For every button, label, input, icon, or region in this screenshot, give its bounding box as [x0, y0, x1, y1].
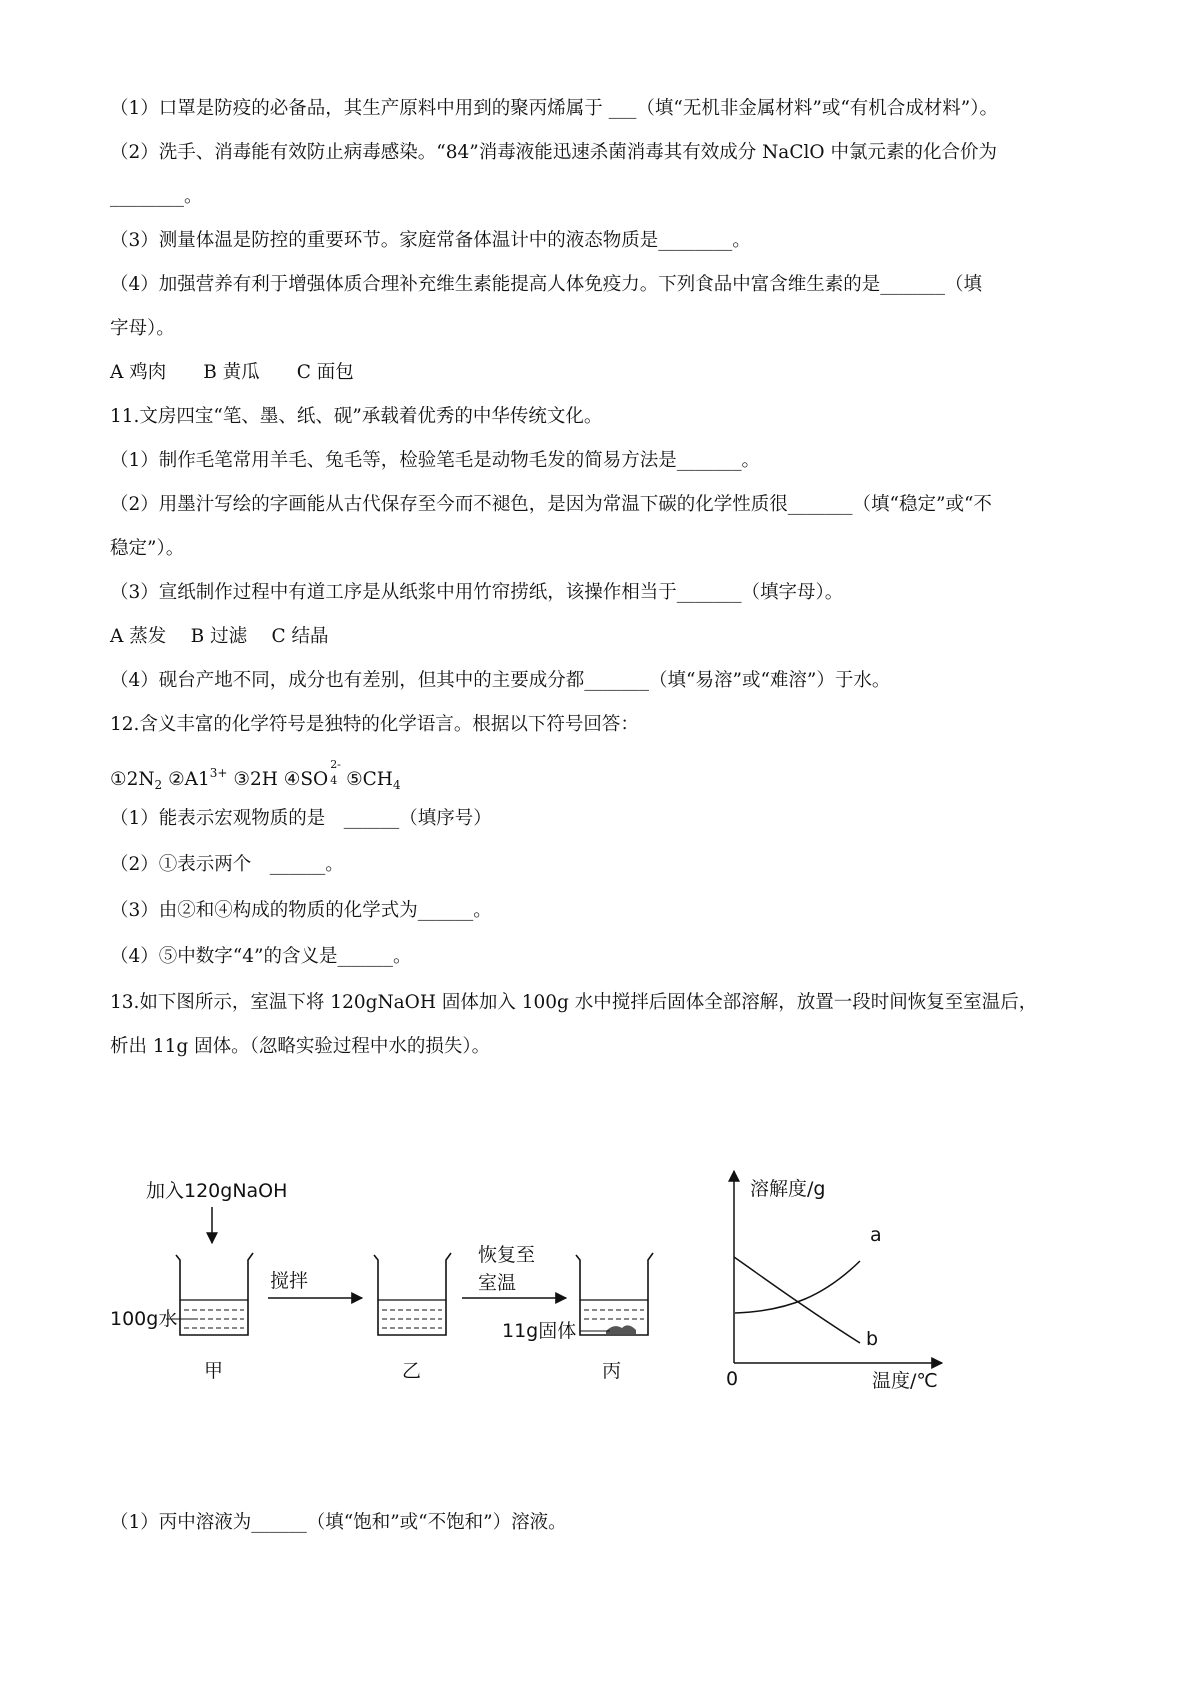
- q11-part2-line2: 稳定”）。: [110, 538, 185, 559]
- q10-part4-line1: （4）加强营养有利于增强体质合理补充维生素能提高人体免疫力。下列食品中富含维生素的是_______（填: [110, 274, 983, 295]
- q10-part2-line1: （2）洗手、消毒能有效防止病毒感染。“84”消毒液能迅速杀菌消毒其有效成分 NaClO 中氯元素的化合价为: [110, 142, 997, 163]
- stir-label: 搅拌: [270, 1270, 309, 1292]
- symbol-4-superscript: 2-: [330, 758, 341, 771]
- q11-options: A 蒸发 B 过滤 C 结晶: [110, 626, 329, 647]
- symbol-2: ②A1: [162, 769, 210, 790]
- solid-label: 11g固体: [502, 1320, 577, 1342]
- q13-part1: （1）丙中溶液为______（填“饱和”或“不饱和”）溶液。: [110, 1512, 567, 1533]
- q10-part1: （1）口罩是防疫的必备品，其生产原料中用到的聚丙烯属于 ___（填“无机非金属材料”或“有机合成材料”）。: [110, 98, 998, 119]
- curve-a-label: a: [870, 1224, 882, 1246]
- q11-part1: （1）制作毛笔常用羊毛、兔毛等，检验笔毛是动物毛发的简易方法是_______。: [110, 450, 761, 471]
- graph-y-label: 溶解度/g: [750, 1178, 826, 1200]
- add-naoh-label: 加入120gNaOH: [146, 1180, 288, 1202]
- symbol-2-superscript: 3+: [209, 766, 228, 780]
- q10-options: A 鸡肉 B 黄瓜 C 面包: [110, 362, 354, 383]
- symbol-1-subscript: 2: [154, 778, 163, 792]
- symbol-3-4: ③2H ④SO: [227, 769, 329, 790]
- beaker-jia-label: 甲: [204, 1360, 224, 1382]
- restore-label-line2: 室温: [478, 1272, 517, 1294]
- restore-label-line1: 恢复至: [478, 1244, 536, 1266]
- beaker-bing-label: 丙: [602, 1360, 622, 1382]
- q12-stem: 12.含义丰富的化学符号是独特的化学语言。根据以下符号回答：: [110, 714, 639, 735]
- solubility-graph: [726, 1171, 942, 1392]
- precipitated-solid: [606, 1325, 636, 1334]
- symbol-1: ①2N: [110, 769, 155, 790]
- curve-b: [734, 1257, 860, 1343]
- q10-part3: （3）测量体温是防控的重要环节。家庭常备体温计中的液态物质是________。: [110, 230, 751, 251]
- q12-part4: （4）⑤中数字“4”的含义是______。: [110, 946, 412, 967]
- curve-b-label: b: [866, 1328, 879, 1350]
- beaker-bing: [576, 1253, 653, 1335]
- symbol-5: ⑤CH: [340, 769, 393, 790]
- q13-stem-line2: 析出 11g 固体。（忽略实验过程中水的损失）。: [110, 1036, 491, 1057]
- q10-part4-line2: 字母）。: [110, 318, 175, 339]
- beaker-yi-label: 乙: [402, 1360, 422, 1382]
- beaker-jia: [176, 1253, 253, 1335]
- symbol-5-subscript: 4: [392, 778, 401, 792]
- q12-symbols: [110, 760, 401, 798]
- symbol-4-subscript: 4: [330, 774, 338, 787]
- q10-part2-line2: ________。: [110, 186, 203, 207]
- beaker-yi: [374, 1253, 451, 1335]
- q12-part3: （3）由②和④构成的物质的化学式为______。: [110, 900, 492, 921]
- graph-x-label: 温度/℃: [872, 1370, 938, 1392]
- experiment-figure: [110, 1165, 1030, 1405]
- q11-part4: （4）砚台产地不同，成分也有差别，但其中的主要成分都_______（填“易溶”或“难溶”）于水。: [110, 670, 891, 691]
- q11-part3: （3）宣纸制作过程中有道工序是从纸浆中用竹帘捞纸，该操作相当于_______（填字母）。: [110, 582, 844, 603]
- q11-stem: 11.文房四宝“笔、墨、纸、砚”承载着优秀的中华传统文化。: [110, 406, 603, 427]
- q12-part1: （1）能表示宏观物质的是 ______（填序号）: [110, 808, 492, 829]
- curve-a: [735, 1261, 860, 1313]
- q13-stem-line1: 13.如下图所示，室温下将 120gNaOH 固体加入 100g 水中搅拌后固体全部溶解，放置一段时间恢复至室温后，: [110, 992, 1038, 1013]
- q11-part2-line1: （2）用墨汁写绘的字画能从古代保存至今而不褪色，是因为常温下碳的化学性质很_______（填“稳定”或“不: [110, 494, 992, 515]
- water-label: 100g水: [110, 1308, 178, 1330]
- graph-origin: 0: [726, 1368, 739, 1390]
- symbol-4-scripts: [328, 758, 341, 787]
- q12-part2: （2）①表示两个 ______。: [110, 854, 344, 875]
